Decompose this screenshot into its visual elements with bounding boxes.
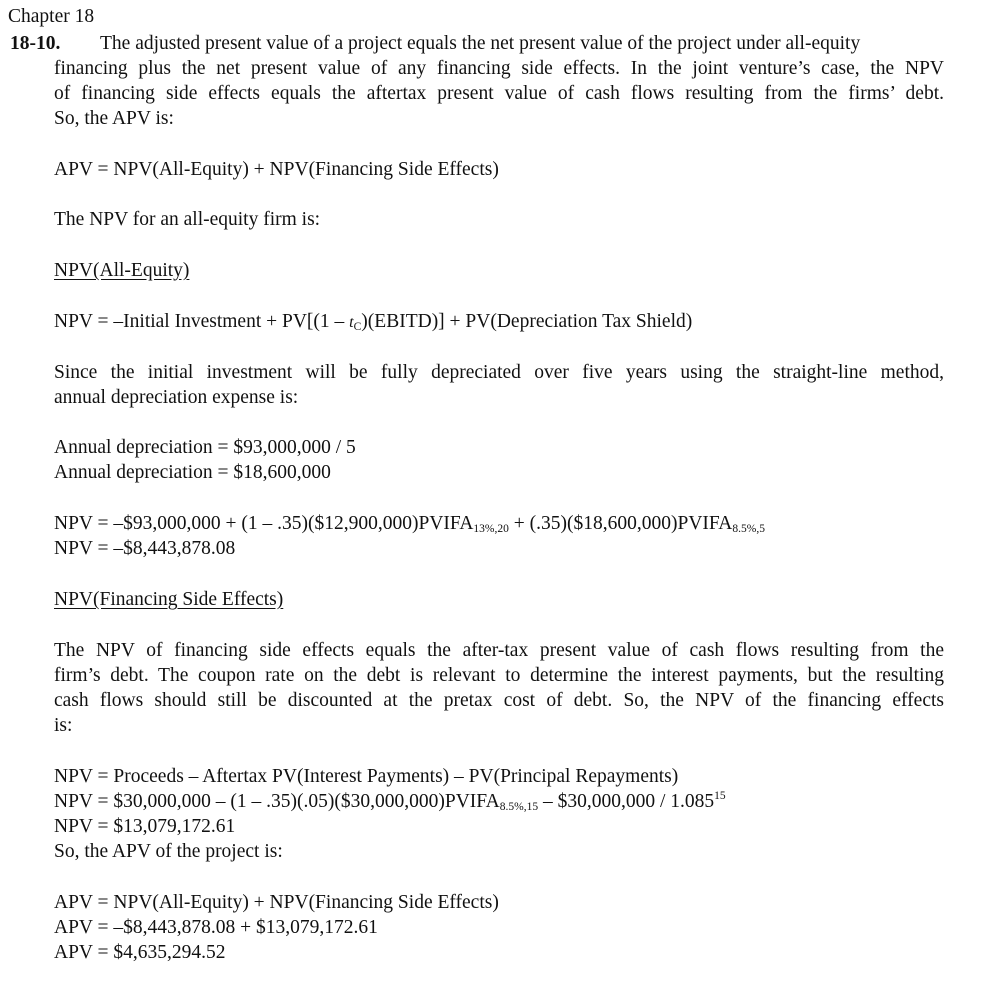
fin-line-2: firm’s debt. The coupon rate on the debt is relevant to determine the interest payments, but the resulting <box>54 665 944 686</box>
depr-calc-1: Annual depreciation = $93,000,000 / 5 <box>54 437 356 458</box>
npv-formula-part-a: NPV = –Initial Investment + PV[(1 – <box>54 311 350 332</box>
npv-result: NPV = –$8,443,878.08 <box>54 538 236 559</box>
npv-formula <box>54 309 692 337</box>
npv-formula-tc: t <box>349 314 354 331</box>
apv-intro: So, the APV of the project is: <box>54 841 283 862</box>
fin-calc <box>54 789 726 817</box>
all-equity-intro: The NPV for an all-equity firm is: <box>54 209 321 230</box>
fin-calc-sup: 15 <box>714 790 726 802</box>
fin-result: NPV = $13,079,172.61 <box>54 816 236 837</box>
intro-line-1: The adjusted present value of a project equals the net present value of the project under all-equity <box>100 33 861 54</box>
apv-final-2: APV = –$8,443,878.08 + $13,079,172.61 <box>54 917 378 938</box>
chapter-heading: Chapter 18 <box>8 6 95 27</box>
npv-calc-1-part-b: + (.35)($18,600,000)PVIFA <box>508 513 733 534</box>
depr-line-1: Since the initial investment will be fully depreciated over five years using the straight-line method, <box>54 362 944 383</box>
apv-formula: APV = NPV(All-Equity) + NPV(Financing Side Effects) <box>54 159 499 180</box>
intro-line-2: financing plus the net present value of any financing side effects. In the joint venture’s case, the NPV <box>54 58 944 79</box>
apv-final-3: APV = $4,635,294.52 <box>54 942 226 963</box>
fin-line-3: cash flows should still be discounted at the pretax cost of debt. So, the NPV of the financing effects <box>54 690 944 711</box>
npv-calc-1-sub-1: 13%,20 <box>473 523 509 535</box>
npv-calc-1 <box>54 511 765 539</box>
depr-line-2: annual depreciation expense is: <box>54 387 299 408</box>
apv-final-1: APV = NPV(All-Equity) + NPV(Financing Side Effects) <box>54 892 499 913</box>
problem-number-label: 18-10. <box>10 33 61 54</box>
npv-formula-part-b: )(EBITD)] + PV(Depreciation Tax Shield) <box>361 311 693 332</box>
depr-calc-2: Annual depreciation = $18,600,000 <box>54 462 331 483</box>
heading-all-equity: NPV(All-Equity) <box>54 260 190 281</box>
npv-calc-1-sub-2: 8.5%,5 <box>732 523 765 535</box>
fin-calc-part-a: NPV = $30,000,000 – (1 – .35)(.05)($30,000,000)PVIFA <box>54 791 500 812</box>
npv-formula-tc-sub: C <box>353 321 362 333</box>
fin-calc-sub: 8.5%,15 <box>499 801 539 813</box>
problem-number <box>10 31 60 56</box>
fin-line-4: is: <box>54 715 73 736</box>
npv-calc-1-part-a: NPV = –$93,000,000 + (1 – .35)($12,900,000)PVIFA <box>54 513 474 534</box>
fin-calc-part-b: – $30,000,000 / 1.085 <box>538 791 715 812</box>
intro-line-3: of financing side effects equals the aftertax present value of cash flows resulting from the firms’ debt. <box>54 83 944 104</box>
fin-line-1: The NPV of financing side effects equals the after-tax present value of cash flows resulting from the <box>54 640 944 661</box>
heading-financing: NPV(Financing Side Effects) <box>54 589 284 610</box>
intro-line-4: So, the APV is: <box>54 108 174 129</box>
fin-formula: NPV = Proceeds – Aftertax PV(Interest Payments) – PV(Principal Repayments) <box>54 766 679 787</box>
